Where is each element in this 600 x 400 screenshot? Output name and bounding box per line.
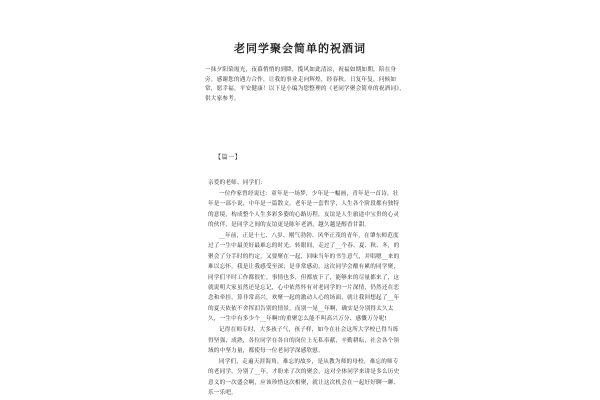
- body-paragraph: 一位作家曾经说过：童年是一场梦，少年是一幅画，青年是一首诗，壮年是一部小说，中年是一篇散文，老年是一套哲学，人生各个阶段都有独特的意境，构成整个人生多彩多姿的心路历程。友谊是人生旅途中宝贵的心灵的伙伴，是同学之间的友谊更是陈年老酒，越久越是醇香甘甜。: [208, 190, 400, 229]
- body-paragraph-greeting: 亲爱的老师、同学们：: [208, 180, 266, 186]
- body-paragraph: __年前，正是十七、八岁、刚气勃勃、风华正茂的青年，在肇东师范度过了一生中最美好最难忘的时光。转眼间，走过了__个春、夏、秋、冬，的聚会了分手时的约定，又要聚在一起，回味当年的书生意气，并唱嗯__来的难以忘怀，我是让我感受至深；是非常感动，这次同学会酿有累的同学聚，同学们平时工作都很忙，事情也多，但都放下了，能够来的尽量都来了，这就说明大家虽然还是忘记，心中依然怀有对老同学的一片深情，仍然还在恋念和牵挂，算非常高兴，欢聚一起的激动人心的场面，就让我回想起了__年的夏天依依不舍挥泪告别的情景，而别一晃__年啊，确实是分别得太久太久，一生中有多少个__年啊!的重聚怎么能不叫高兴万分、感慨万分呢!: [208, 233, 400, 323]
- document-body: [208, 178, 404, 399]
- body-paragraph: 记得在师专时，大多孩子气，孩子样，如今在社会这所大学校已得当练得坚强、成熟，各位同学在各自的岗位上无私奉献，辛勤耕耘，社会各个领域的中坚力量，都使每一位老同学深感欣慰。: [208, 327, 400, 354]
- section-label: 【篇一】: [215, 154, 242, 161]
- body-paragraph: 同学们，走遍天涯海角，难忘的故乡，是从教为师的母校，难忘的师专的老同学，分别了__年，才盼来了次的聚会，这对全体同学来讲是多么历史意义的一次盛会啊，应该珍惜这次相聚，就让这次机会在一起好好聊一聊、乐一乐吧。: [208, 358, 400, 397]
- intro-paragraph: 一抹夕阳染霞光，夜幕悄悄的到降，揽风如此清凉，祝福如期如期，陪在身旁。感谢您的遇力合作，让我的事业走向辉煌，经春秋。日复年复，问候如常，愿幸福，平安健康！以下是小编为您整理的《老同学聚会简单的祝酒词》，供大家参考。: [205, 67, 405, 102]
- document-title: 老同学聚会简单的祝酒词: [234, 42, 366, 55]
